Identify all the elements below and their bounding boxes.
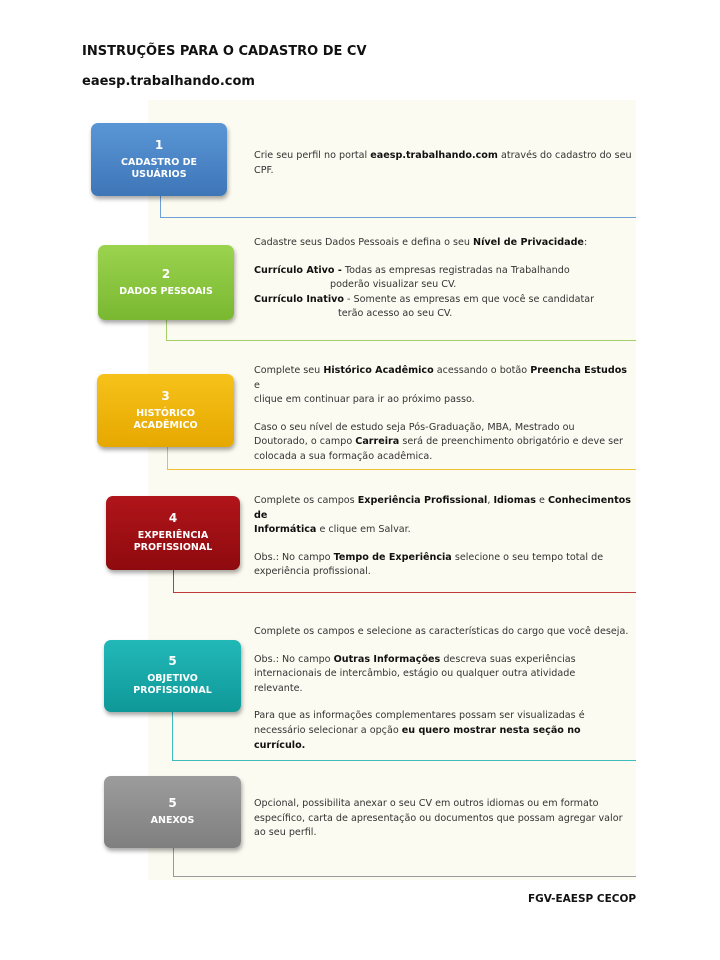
step-6-label-line1: ANEXOS xyxy=(150,815,195,826)
step-5-label-line1: OBJETIVO xyxy=(147,673,198,684)
step-2-description: Cadastre seus Dados Pessoais e defina o seu Nível de Privacidade: Currículo Ativo - Todas as empresas registradas na Trabalhando poderão visualizar seu CV. Currículo Inativo - Somente as empresas em que você se candidatar terão acesso ao seu CV. xyxy=(254,237,595,320)
step-5-description: Complete os campos e selecione as características do cargo que você deseja. Obs.: No campo Outras Informações descreva suas experiências internacionais de intercâmbio, estágio ou qualquer outra atividade relevante. Para que as informações complementares possam ser visualizadas é necessário selecionar a opção eu quero mostrar nesta seção no currículo. xyxy=(254,626,629,751)
step-6-description: Opcional, possibilita anexar o seu CV em outros idiomas ou em formato específico, carta de apresentação ou documentos que possam agregar valor ao seu perfil. xyxy=(254,798,623,839)
step-4-description: Complete os campos Experiência Profissional, Idiomas e Conhecimentos de Informática e clique em Salvar. Obs.: No campo Tempo de Experiência selecione o seu tempo total de experiência profissional. xyxy=(254,495,631,578)
step-1-number: 1 xyxy=(154,137,164,152)
step-1-connector-v xyxy=(160,196,161,217)
step-3-connector-v xyxy=(167,447,168,469)
step-2-box xyxy=(98,245,234,320)
step-3-description: Complete seu Histórico Acadêmico acessando o botão Preencha Estudos e clique em continuar para ir ao próximo passo. Caso o seu nível de estudo seja Pós-Graduação, MBA, Mestrado ou Doutorado, o campo Carreira será de preenchimento obrigatório e deve ser colocada a sua formação acadêmica. xyxy=(254,365,628,462)
step-3-connector-h xyxy=(167,469,636,470)
step-3-label-line1: HISTÓRICO xyxy=(136,407,195,419)
step-4-connector-h xyxy=(173,592,636,593)
step-2-label-line1: DADOS PESSOAIS xyxy=(119,285,213,297)
footer-credit: FGV-EAESP CECOP xyxy=(528,893,637,905)
step-3-label-line2: ACADÊMICO xyxy=(133,419,198,431)
step-1-label-line2: USUÁRIOS xyxy=(131,168,187,180)
step-1-label-line1: CADASTRO DE xyxy=(121,156,197,168)
step-4-box xyxy=(106,496,240,570)
step-2-number: 2 xyxy=(161,266,171,281)
step-6-number: 5 xyxy=(168,796,177,810)
step-4-label-line2: PROFISSIONAL xyxy=(133,542,213,553)
step-6-connector-h xyxy=(173,876,636,877)
step-3-box xyxy=(97,374,234,447)
step-3-number: 3 xyxy=(161,388,170,403)
step-1-box xyxy=(91,123,227,196)
step-5-box xyxy=(104,640,241,712)
step-2-connector-h xyxy=(166,340,636,341)
step-5-number: 5 xyxy=(168,654,177,668)
page-title: INSTRUÇÕES PARA O CADASTRO DE CV xyxy=(82,44,367,59)
step-5-label-line2: PROFISSIONAL xyxy=(133,685,212,696)
step-2-connector-v xyxy=(166,320,167,340)
step-6-box xyxy=(104,776,241,848)
step-1-description: Crie seu perfil no portal eaesp.trabalhando.com através do cadastro do seu CPF. xyxy=(254,150,632,176)
step-6-connector-v xyxy=(173,848,174,876)
step-5-connector-h xyxy=(172,760,636,761)
step-4-connector-v xyxy=(173,570,174,592)
step-5-connector-v xyxy=(172,712,173,760)
step-4-label-line1: EXPERIÊNCIA xyxy=(137,530,209,541)
step-1-connector-h xyxy=(160,217,636,218)
step-4-number: 4 xyxy=(168,511,178,525)
page-subtitle: eaesp.trabalhando.com xyxy=(82,74,255,89)
